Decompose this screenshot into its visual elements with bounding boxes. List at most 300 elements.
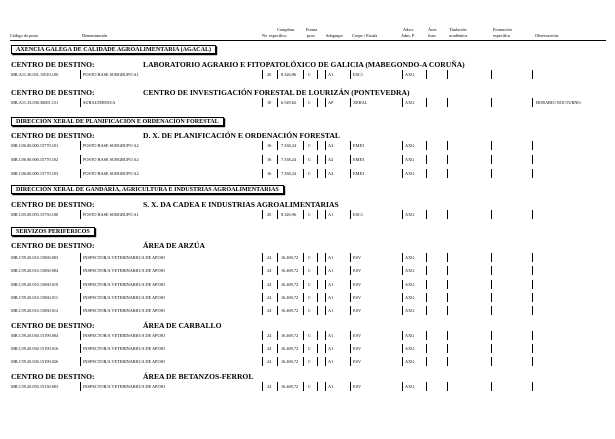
cell-divider [447, 210, 448, 219]
cell-divider [80, 210, 81, 219]
cell-divider [350, 155, 351, 164]
cell-subgrupo: A1 [328, 72, 334, 77]
cell-divider [317, 155, 318, 164]
cell-divider [80, 98, 81, 107]
cell-divider [325, 98, 326, 107]
cell-divider [317, 253, 318, 262]
cell-divider [262, 210, 263, 219]
header-adscr-top: Adscr. [403, 27, 415, 32]
cell-divider [325, 266, 326, 275]
cell-divider [350, 70, 351, 79]
cell-denominacion: INSPECTOR/A VETERINARIO/A DE APOIO [83, 308, 166, 313]
cell-adscripcion: AXG [405, 255, 415, 260]
cell-denominacion: INSPECTOR/A VETERINARIO/A DE APOIO [83, 255, 166, 260]
cell-divider [277, 382, 278, 391]
cell-denominacion: INSPECTOR/A VETERINARIO/A DE APOIO [83, 295, 166, 300]
cell-divider [325, 331, 326, 340]
cell-divider [262, 331, 263, 340]
cell-divider [303, 253, 304, 262]
cell-divider [317, 293, 318, 302]
header-titulacion: académica [449, 33, 468, 38]
cell-divider [491, 331, 492, 340]
cell-divider [426, 169, 427, 178]
cell-denominacion: POSTO BASE SUBGRUPO A2 [83, 157, 139, 162]
cell-divider [262, 155, 263, 164]
cell-forma: C [308, 282, 311, 287]
table-row [10, 344, 606, 353]
cell-divider [426, 141, 427, 150]
header-formacion: específica [493, 33, 511, 38]
cell-complemento: 7.338,24 [281, 157, 297, 162]
cell-divider [303, 331, 304, 340]
cell-divider [402, 266, 403, 275]
table-row [10, 169, 606, 178]
cell-divider [303, 344, 304, 353]
cell-nivel: 20 [267, 212, 272, 217]
cell-divider [350, 98, 351, 107]
cell-divider [447, 70, 448, 79]
table-row [10, 266, 606, 275]
cell-codigo: MR.C59.20.030.15190.026 [11, 359, 59, 364]
cell-divider [532, 98, 533, 107]
table-row [10, 306, 606, 315]
cell-divider [350, 266, 351, 275]
cell-divider [303, 293, 304, 302]
cell-subgrupo: A1 [328, 295, 334, 300]
cell-divider [447, 357, 448, 366]
cell-divider [262, 293, 263, 302]
cell-divider [262, 98, 263, 107]
cell-divider [350, 141, 351, 150]
cell-subgrupo: A1 [328, 346, 334, 351]
cell-codigo: MR.A11.33.030.36001.151 [11, 100, 59, 105]
cell-divider [491, 253, 492, 262]
cell-divider [325, 382, 326, 391]
cell-divider [491, 169, 492, 178]
cell-divider [262, 344, 263, 353]
cell-divider [80, 280, 81, 289]
cell-adscripcion: AXG [405, 268, 415, 273]
cell-divider [532, 382, 533, 391]
cell-complemento: 16.469,72 [281, 346, 299, 351]
cell-nivel: 16 [267, 157, 272, 162]
cell-divider [426, 155, 427, 164]
center-label: CENTRO DE DESTINO: [11, 88, 95, 97]
cell-divider [303, 266, 304, 275]
cell-nivel: 16 [267, 171, 272, 176]
cell-complemento: 7.338,24 [281, 143, 297, 148]
cell-nivel: 20 [267, 72, 272, 77]
cell-divider [447, 344, 448, 353]
cell-divider [80, 293, 81, 302]
cell-divider [402, 280, 403, 289]
cell-divider [262, 382, 263, 391]
cell-divider [317, 344, 318, 353]
table-row [10, 331, 606, 340]
center-label: CENTRO DE DESTINO: [11, 372, 95, 381]
cell-divider [262, 253, 263, 262]
center-name: S. X. DA CADEA E INDUSTRIAS AGROALIMENTARIAS [143, 200, 339, 209]
cell-divider [277, 331, 278, 340]
cell-divider [491, 155, 492, 164]
cell-divider [402, 210, 403, 219]
cell-codigo: MR.C59.20.050.15150.003 [11, 384, 59, 389]
cell-divider [80, 357, 81, 366]
cell-codigo: MR.C06.00.000.15770.102 [11, 157, 59, 162]
cell-complemento: 8.326,96 [281, 212, 297, 217]
center-name: D. X. DE PLANIFICACIÓN E ORDENACIÓN FORESTAL [143, 131, 340, 140]
cell-codigo: MR.C59.20.010.15060.012 [11, 308, 59, 313]
cell-codigo: MR.A11.30.031.15010.100 [11, 72, 59, 77]
cell-divider [303, 280, 304, 289]
cell-divider [402, 306, 403, 315]
center-name: LABORATORIO AGRARIO E FITOPATOLÓXICO DE GALICIA (MABEGONDO-A CORUÑA) [143, 60, 465, 69]
cell-divider [350, 253, 351, 262]
cell-denominacion: INSPECTOR/A VETERINARIO/A DE APOIO [83, 384, 166, 389]
cell-denominacion: SUBALTERNO/A [83, 100, 116, 105]
cell-divider [317, 280, 318, 289]
cell-divider [277, 98, 278, 107]
cell-divider [402, 357, 403, 366]
header-forma: prov. [307, 33, 316, 38]
cell-divider [350, 344, 351, 353]
cell-divider [491, 344, 492, 353]
cell-divider [303, 382, 304, 391]
header-area-top: Área [428, 27, 437, 32]
section-servizos: SERVIZOS PERIFÉRICOS [11, 227, 95, 236]
cell-corpo: XERAL [353, 100, 368, 105]
center-label: CENTRO DE DESTINO: [11, 131, 95, 140]
cell-complemento: 16.469,72 [281, 255, 299, 260]
cell-forma: C [308, 171, 311, 176]
cell-divider [317, 331, 318, 340]
cell-divider [402, 169, 403, 178]
cell-divider [317, 306, 318, 315]
cell-divider [262, 306, 263, 315]
cell-divider [426, 210, 427, 219]
cell-divider [447, 155, 448, 164]
cell-divider [402, 293, 403, 302]
cell-divider [277, 306, 278, 315]
cell-forma: C [308, 333, 311, 338]
cell-adscripcion: AXG [405, 157, 415, 162]
cell-divider [303, 70, 304, 79]
header-forma-top: Forma [306, 27, 318, 32]
cell-divider [426, 266, 427, 275]
cell-adscripcion: AXG [405, 346, 415, 351]
cell-codigo: MR.C59.20.010.15060.010 [11, 282, 59, 287]
cell-subgrupo: A2 [328, 143, 334, 148]
cell-divider [532, 210, 533, 219]
cell-divider [532, 266, 533, 275]
table-row [10, 155, 606, 164]
cell-complemento: 16.469,72 [281, 359, 299, 364]
cell-forma: C [308, 359, 311, 364]
cell-divider [426, 306, 427, 315]
cell-adscripcion: AXG [405, 143, 415, 148]
cell-forma: C [308, 346, 311, 351]
cell-divider [80, 382, 81, 391]
cell-nivel: 24 [267, 333, 272, 338]
cell-complemento: 16.469,72 [281, 282, 299, 287]
cell-corpo: ESV [353, 308, 362, 313]
cell-nivel: 16 [267, 143, 272, 148]
cell-divider [402, 382, 403, 391]
cell-corpo: ESV [353, 268, 362, 273]
cell-denominacion: INSPECTOR/A VETERINARIO/A DE APOIO [83, 346, 166, 351]
cell-subgrupo: A1 [328, 333, 334, 338]
cell-divider [325, 253, 326, 262]
cell-divider [80, 331, 81, 340]
table-row [10, 280, 606, 289]
cell-subgrupo: A1 [328, 384, 334, 389]
table-row [10, 357, 606, 366]
cell-complemento: 16.469,72 [281, 295, 299, 300]
cell-divider [532, 344, 533, 353]
cell-codigo: MR.C59.20.030.15190.004 [11, 333, 59, 338]
cell-denominacion: INSPECTOR/A VETERINARIO/A DE APOIO [83, 359, 166, 364]
cell-divider [317, 357, 318, 366]
table-row [10, 70, 606, 79]
cell-divider [532, 169, 533, 178]
header-denominacion: Denominación [82, 33, 108, 38]
cell-divider [447, 141, 448, 150]
cell-forma: C [308, 295, 311, 300]
cell-divider [303, 155, 304, 164]
cell-divider [491, 266, 492, 275]
cell-divider [80, 169, 81, 178]
cell-nivel: 24 [267, 308, 272, 313]
cell-divider [532, 331, 533, 340]
header-observacions: Observacións [535, 33, 559, 38]
cell-corpo: ESV [353, 282, 362, 287]
cell-denominacion: INSPECTOR/A VETERINARIO/A DE APOIO [83, 333, 166, 338]
center-label: CENTRO DE DESTINO: [11, 60, 95, 69]
cell-nivel: 24 [267, 295, 272, 300]
cell-divider [532, 155, 533, 164]
header-corpo: Corpo / Escala [352, 33, 378, 38]
cell-divider [350, 210, 351, 219]
cell-complemento: 16.469,72 [281, 333, 299, 338]
cell-divider [447, 98, 448, 107]
cell-divider [80, 344, 81, 353]
cell-divider [277, 169, 278, 178]
cell-divider [350, 169, 351, 178]
cell-divider [325, 306, 326, 315]
cell-divider [325, 293, 326, 302]
cell-subgrupo: A1 [328, 268, 334, 273]
cell-divider [277, 344, 278, 353]
cell-divider [402, 253, 403, 262]
cell-divider [402, 98, 403, 107]
cell-subgrupo: A1 [328, 308, 334, 313]
cell-divider [317, 210, 318, 219]
cell-divider [325, 169, 326, 178]
cell-divider [325, 141, 326, 150]
cell-corpo: EME3 [353, 143, 365, 148]
cell-forma: C [308, 143, 311, 148]
cell-nivel: 24 [267, 268, 272, 273]
center-name: ÁREA DE ARZÚA [143, 241, 206, 250]
cell-nivel: 24 [267, 359, 272, 364]
cell-subgrupo: A1 [328, 282, 334, 287]
cell-divider [262, 70, 263, 79]
cell-divider [491, 98, 492, 107]
cell-divider [350, 382, 351, 391]
header-codigo: Código do posto [10, 33, 39, 38]
header-formacion-top: Formación [493, 27, 512, 32]
cell-divider [491, 280, 492, 289]
cell-divider [426, 344, 427, 353]
center-label: CENTRO DE DESTINO: [11, 321, 95, 330]
cell-forma: C [308, 255, 311, 260]
cell-divider [277, 266, 278, 275]
cell-complemento: 16.469,72 [281, 308, 299, 313]
cell-subgrupo: A2 [328, 171, 334, 176]
cell-divider [447, 331, 448, 340]
cell-divider [491, 382, 492, 391]
cell-divider [80, 155, 81, 164]
cell-codigo: MR.C06.00.000.15770.101 [11, 143, 59, 148]
cell-divider [262, 266, 263, 275]
cell-divider [325, 70, 326, 79]
cell-divider [262, 169, 263, 178]
cell-forma: C [308, 212, 311, 217]
header-titulacion-top: Titulación [449, 27, 467, 32]
cell-corpo: ESV [353, 333, 362, 338]
cell-denominacion: POSTO BASE SUBGRUPO A2 [83, 143, 139, 148]
cell-nivel: 24 [267, 255, 272, 260]
table-row [10, 141, 606, 150]
cell-divider [532, 293, 533, 302]
cell-codigo: MR.C59.20.010.15060.011 [11, 295, 58, 300]
cell-adscripcion: AXG [405, 100, 415, 105]
cell-divider [317, 266, 318, 275]
cell-divider [277, 70, 278, 79]
cell-subgrupo: AP [328, 100, 334, 105]
cell-corpo: EME3 [353, 171, 365, 176]
center-name: ÁREA DE BETANZOS-FERROL [143, 372, 254, 381]
section-planificacion: DIRECCIÓN XERAL DE PLANIFICACIÓN E ORDENACIÓN FORESTAL [11, 117, 224, 126]
cell-divider [426, 280, 427, 289]
table-row [10, 98, 606, 107]
header-nivel: Nv. específico [262, 33, 287, 38]
cell-subgrupo: A1 [328, 359, 334, 364]
center-label: CENTRO DE DESTINO: [11, 200, 95, 209]
cell-divider [532, 70, 533, 79]
cell-corpo: ESC1 [353, 212, 364, 217]
section-agacal: AXENCIA GALEGA DE CALIDADE AGROALIMENTARIA (AGACAL) [11, 45, 216, 54]
cell-adscripcion: AXG [405, 308, 415, 313]
cell-corpo: EME3 [353, 157, 365, 162]
cell-complemento: 16.469,72 [281, 384, 299, 389]
cell-divider [277, 357, 278, 366]
header-nivel-top: Complem. [277, 27, 296, 32]
cell-nivel: 24 [267, 384, 272, 389]
table-row [10, 253, 606, 262]
cell-divider [426, 382, 427, 391]
cell-adscripcion: AXG [405, 295, 415, 300]
cell-divider [80, 253, 81, 262]
cell-forma: C [308, 72, 311, 77]
cell-divider [325, 155, 326, 164]
cell-subgrupo: A1 [328, 255, 334, 260]
cell-adscripcion: AXG [405, 212, 415, 217]
cell-divider [303, 141, 304, 150]
cell-divider [350, 293, 351, 302]
cell-divider [350, 306, 351, 315]
cell-divider [447, 280, 448, 289]
cell-divider [350, 280, 351, 289]
cell-divider [325, 344, 326, 353]
cell-divider [277, 293, 278, 302]
cell-divider [402, 141, 403, 150]
cell-divider [262, 141, 263, 150]
table-row [10, 293, 606, 302]
cell-divider [303, 169, 304, 178]
cell-denominacion: POSTO BASE SUBGRUPO A2 [83, 171, 139, 176]
cell-divider [491, 210, 492, 219]
table-row [10, 382, 606, 391]
cell-codigo: MR.C59.20.030.15190.016 [11, 346, 59, 351]
center-name: CENTRO DE INVESTIGACIÓN FORESTAL DE LOURIZÁN (PONTEVEDRA) [143, 88, 410, 97]
cell-forma: C [308, 268, 311, 273]
cell-divider [317, 141, 318, 150]
cell-adscripcion: AXG [405, 171, 415, 176]
cell-adscripcion: AXG [405, 72, 415, 77]
cell-divider [532, 280, 533, 289]
cell-codigo: MR.C59.20.010.15060.004 [11, 268, 59, 273]
cell-forma: C [308, 308, 311, 313]
cell-denominacion: POSTO BASE SUBGRUPO A1 [83, 72, 139, 77]
table-row [10, 210, 606, 219]
cell-codigo: MR.C05.00.003.15750.100 [11, 212, 59, 217]
center-name: ÁREA DE CARBALLO [143, 321, 222, 330]
cell-divider [402, 70, 403, 79]
cell-divider [447, 306, 448, 315]
cell-divider [447, 169, 448, 178]
cell-divider [80, 70, 81, 79]
cell-corpo: ESV [353, 346, 362, 351]
cell-denominacion: INSPECTOR/A VETERINARIO/A DE APOIO [83, 268, 166, 273]
cell-complemento: 16.469,72 [281, 268, 299, 273]
cell-adscripcion: AXG [405, 384, 415, 389]
cell-divider [303, 357, 304, 366]
cell-divider [426, 293, 427, 302]
cell-divider [80, 306, 81, 315]
cell-corpo: ESV [353, 295, 362, 300]
cell-divider [447, 253, 448, 262]
cell-divider [277, 253, 278, 262]
cell-divider [426, 253, 427, 262]
cell-divider [317, 382, 318, 391]
cell-corpo: ESC1 [353, 72, 364, 77]
header-subgrupo: Subgrupo [326, 33, 343, 38]
cell-nivel: 24 [267, 282, 272, 287]
cell-adscripcion: AXG [405, 359, 415, 364]
cell-divider [402, 155, 403, 164]
cell-corpo: ESV [353, 255, 362, 260]
cell-complemento: 8.326,96 [281, 72, 297, 77]
cell-divider [350, 357, 351, 366]
cell-codigo: MR.C06.00.000.15770.103 [11, 171, 59, 176]
cell-subgrupo: A2 [328, 157, 334, 162]
cell-divider [491, 141, 492, 150]
cell-observacions: HORARIO NOCTURNO. [536, 100, 582, 105]
cell-divider [402, 344, 403, 353]
cell-divider [426, 357, 427, 366]
cell-divider [317, 169, 318, 178]
